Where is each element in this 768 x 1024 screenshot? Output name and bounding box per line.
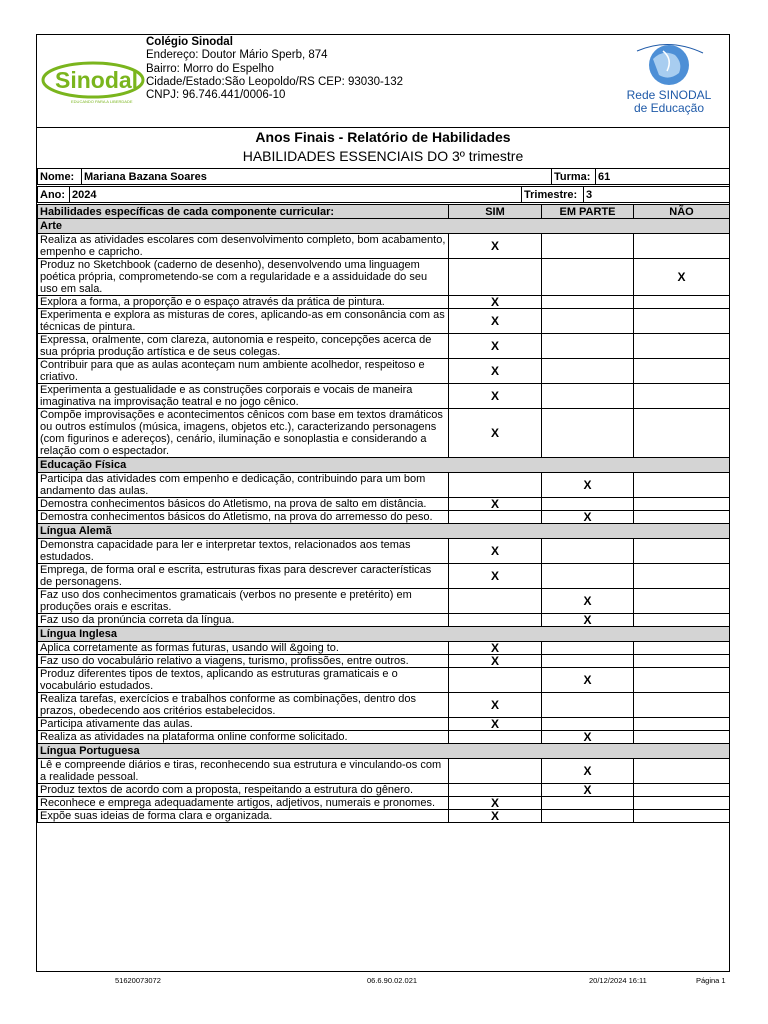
yes-mark: X: [449, 384, 542, 409]
yes-mark: X: [449, 296, 542, 309]
sinodal-logo-tagline: EDUCANDO PARA A LIBERDADE: [71, 99, 133, 104]
footer-datetime: 20/12/2024 16:11: [589, 976, 647, 985]
yes-mark: X: [449, 309, 542, 334]
skill-text: Emprega, de forma oral e escrita, estruturas fixas para descrever características de personagens.: [38, 564, 449, 589]
skill-text: Faz uso do vocabulário relativo a viagens, turismo, profissões, entre outros.: [38, 655, 449, 668]
partial-mark: [542, 498, 634, 511]
no-mark: [634, 797, 730, 810]
skill-text: Faz uso da pronúncia correta da língua.: [38, 614, 449, 627]
section-title: Educação Física: [38, 458, 730, 473]
partial-mark: X: [542, 759, 634, 784]
skill-text: Compõe improvisações e acontecimentos cênicos com base em textos dramáticos ou outros estímulos (música, imagens, objetos etc.), caracterizando personagens (com figurinos e adereços), cenário, iluminação e sonoplastia e considerando a relação com o espectador.: [38, 409, 449, 458]
no-mark: [634, 759, 730, 784]
no-mark: [634, 564, 730, 589]
no-mark: [634, 642, 730, 655]
skill-row: [38, 234, 730, 259]
school-city: Cidade/Estado:São Leopoldo/RS CEP: 93030-132: [146, 75, 404, 88]
skill-row: [38, 334, 730, 359]
yes-mark: [449, 759, 542, 784]
rede-sinodal-logo: [623, 41, 715, 125]
skill-text: Aplica corretamente as formas futuras, usando will &going to.: [38, 642, 449, 655]
partial-mark: [542, 718, 634, 731]
school-header: [37, 35, 729, 128]
no-mark: [634, 810, 730, 823]
partial-mark: [542, 810, 634, 823]
skill-row: [38, 718, 730, 731]
yes-mark: [449, 473, 542, 498]
school-address: Endereço: Doutor Mário Sperb, 874: [146, 49, 328, 62]
yes-mark: X: [449, 693, 542, 718]
skill-row: [38, 309, 730, 334]
no-mark: [634, 234, 730, 259]
term-label: Trimestre:: [522, 187, 584, 203]
no-mark: [634, 511, 730, 524]
yes-mark: X: [449, 655, 542, 668]
student-info-row-2: [38, 187, 730, 203]
partial-mark: X: [542, 589, 634, 614]
skill-text: Produz textos de acordo com a proposta, respeitando a estrutura do gênero.: [38, 784, 449, 797]
skill-row: [38, 668, 730, 693]
report-title: Anos Finais - Relatório de Habilidades: [255, 129, 511, 145]
skill-row: [38, 296, 730, 309]
section-title: Língua Alemã: [38, 524, 730, 539]
rede-logo-line2: de Educação: [633, 101, 705, 115]
partial-mark: [542, 384, 634, 409]
school-name: Colégio Sinodal: [146, 36, 233, 48]
student-name: Mariana Bazana Soares: [82, 169, 552, 185]
yes-mark: X: [449, 498, 542, 511]
skill-text: Faz uso dos conhecimentos gramaticais (verbos no presente e pretérito) em produções orais e escritas.: [38, 589, 449, 614]
partial-mark: [542, 309, 634, 334]
no-mark: [634, 309, 730, 334]
yes-mark: X: [449, 539, 542, 564]
skill-text: Demostra conhecimentos básicos do Atletismo, na prova de salto em distância.: [38, 498, 449, 511]
skill-text: Participa ativamente das aulas.: [38, 718, 449, 731]
no-mark: [634, 718, 730, 731]
no-mark: [634, 384, 730, 409]
yes-mark: [449, 511, 542, 524]
yes-mark: X: [449, 810, 542, 823]
skill-text: Realiza as atividades na plataforma online conforme solicitado.: [38, 731, 449, 744]
student-info-table: [37, 168, 730, 185]
skill-row: [38, 511, 730, 524]
partial-mark: X: [542, 668, 634, 693]
skill-row: [38, 642, 730, 655]
skill-row: [38, 409, 730, 458]
no-mark: [634, 589, 730, 614]
yes-mark: [449, 731, 542, 744]
partial-mark: [542, 409, 634, 458]
no-mark: [634, 473, 730, 498]
section-row: [38, 627, 730, 642]
partial-mark: [542, 564, 634, 589]
yes-mark: [449, 589, 542, 614]
skill-text: Participa das atividades com empenho e dedicação, contribuindo para um bom andamento das aulas.: [38, 473, 449, 498]
skill-row: [38, 589, 730, 614]
skill-row: [38, 797, 730, 810]
no-mark: [634, 409, 730, 458]
partial-mark: [542, 234, 634, 259]
partial-mark: X: [542, 784, 634, 797]
no-mark: X: [634, 259, 730, 296]
skill-text: Expõe suas ideias de forma clara e organizada.: [38, 810, 449, 823]
skill-row: [38, 655, 730, 668]
no-mark: [634, 334, 730, 359]
skill-text: Experimenta e explora as misturas de cores, aplicando-as em consonância com as técnicas de pintura.: [38, 309, 449, 334]
yes-mark: X: [449, 409, 542, 458]
skill-row: [38, 359, 730, 384]
yes-mark: [449, 668, 542, 693]
footer-code: 06.6.90.02.021: [367, 976, 418, 985]
skill-row: [38, 810, 730, 823]
skills-table: [37, 204, 730, 823]
partial-mark: [542, 539, 634, 564]
partial-mark: [542, 642, 634, 655]
section-title: Língua Portuguesa: [38, 744, 730, 759]
no-mark: [634, 784, 730, 797]
no-mark: [634, 668, 730, 693]
report-titles: [37, 127, 729, 167]
yes-column-header: SIM: [449, 205, 542, 219]
skills-column-header: Habilidades específicas de cada componente curricular:: [38, 205, 449, 219]
skill-row: [38, 693, 730, 718]
section-row: [38, 219, 730, 234]
skill-text: Demonstra capacidade para ler e interpretar textos, relacionados aos temas estudados.: [38, 539, 449, 564]
skill-text: Lê e compreende diários e tiras, reconhecendo sua estrutura e vinculando-os com a realidade pessoal.: [38, 759, 449, 784]
partial-mark: [542, 359, 634, 384]
skill-text: Produz no Sketchbook (caderno de desenho), desenvolvendo uma linguagem poética própria, comprometendo-se com a regularidade e a assiduidade do seu uso em sala.: [38, 259, 449, 296]
sinodal-logo: [41, 61, 145, 107]
footer-doc-number: 51620073072: [115, 976, 161, 985]
school-info: [146, 36, 403, 102]
name-label: Nome:: [38, 169, 82, 185]
skill-row: [38, 614, 730, 627]
no-mark: [634, 655, 730, 668]
class-value: 61: [596, 169, 730, 185]
partial-mark: [542, 797, 634, 810]
partial-mark: [542, 693, 634, 718]
yes-mark: [449, 259, 542, 296]
partial-column-header: EM PARTE: [542, 205, 634, 219]
no-mark: [634, 498, 730, 511]
partial-mark: X: [542, 473, 634, 498]
yes-mark: X: [449, 718, 542, 731]
skill-row: [38, 731, 730, 744]
skill-row: [38, 498, 730, 511]
yes-mark: X: [449, 797, 542, 810]
yes-mark: X: [449, 642, 542, 655]
year-value: 2024: [70, 187, 522, 203]
skills-table-header: [38, 205, 730, 219]
school-cnpj: CNPJ: 96.746.441/0006-10: [146, 89, 286, 102]
section-row: [38, 744, 730, 759]
skill-text: Contribuir para que as aulas aconteçam num ambiente acolhedor, respeitoso e criativo.: [38, 359, 449, 384]
skill-text: Realiza as atividades escolares com desenvolvimento completo, bom acabamento, empenho e capricho.: [38, 234, 449, 259]
skill-text: Explora a forma, a proporção e o espaço através da prática de pintura.: [38, 296, 449, 309]
yes-mark: X: [449, 334, 542, 359]
no-mark: [634, 731, 730, 744]
section-row: [38, 524, 730, 539]
skill-text: Demostra conhecimentos básicos do Atletismo, na prova do arremesso do peso.: [38, 511, 449, 524]
partial-mark: [542, 655, 634, 668]
footer-page: Página 1: [696, 976, 726, 985]
class-label: Turma:: [552, 169, 596, 185]
partial-mark: X: [542, 731, 634, 744]
no-mark: [634, 359, 730, 384]
skill-row: [38, 784, 730, 797]
skill-row: [38, 759, 730, 784]
year-label: Ano:: [38, 187, 70, 203]
no-column-header: NÃO: [634, 205, 730, 219]
school-district: Bairro: Morro do Espelho: [146, 62, 274, 75]
section-title: Arte: [38, 219, 730, 234]
sinodal-logo-text: Sinodal: [55, 67, 139, 93]
no-mark: [634, 296, 730, 309]
section-title: Língua Inglesa: [38, 627, 730, 642]
skill-row: [38, 473, 730, 498]
no-mark: [634, 539, 730, 564]
yes-mark: X: [449, 359, 542, 384]
report-subtitle: HABILIDADES ESSENCIAIS DO 3º trimestre: [242, 148, 524, 164]
yes-mark: X: [449, 564, 542, 589]
partial-mark: [542, 296, 634, 309]
yes-mark: [449, 784, 542, 797]
rede-logo-line1: Rede SINODAL: [626, 88, 712, 102]
term-value: 3: [584, 187, 730, 203]
skill-text: Reconhece e emprega adequadamente artigos, adjetivos, numerais e pronomes.: [38, 797, 449, 810]
partial-mark: [542, 334, 634, 359]
skill-row: [38, 539, 730, 564]
skill-text: Experimenta a gestualidade e as construções corporais e vocais de maneira imaginativa na improvisação teatral e no jogo cênico.: [38, 384, 449, 409]
skill-row: [38, 564, 730, 589]
partial-mark: X: [542, 511, 634, 524]
no-mark: [634, 614, 730, 627]
student-info-table-2: [37, 186, 730, 203]
partial-mark: [542, 259, 634, 296]
skill-row: [38, 384, 730, 409]
section-row: [38, 458, 730, 473]
yes-mark: [449, 614, 542, 627]
no-mark: [634, 693, 730, 718]
yes-mark: X: [449, 234, 542, 259]
student-info-row-1: [38, 169, 730, 185]
partial-mark: X: [542, 614, 634, 627]
skill-text: Realiza tarefas, exercícios e trabalhos conforme as combinações, dentro dos prazos, obedecendo aos critérios estabelecidos.: [38, 693, 449, 718]
skill-text: Expressa, oralmente, com clareza, autonomia e respeito, concepções acerca de sua própria produção artística e de seus colegas.: [38, 334, 449, 359]
skill-row: [38, 259, 730, 296]
skill-text: Produz diferentes tipos de textos, aplicando as estruturas gramaticais e o vocabulário estudados.: [38, 668, 449, 693]
